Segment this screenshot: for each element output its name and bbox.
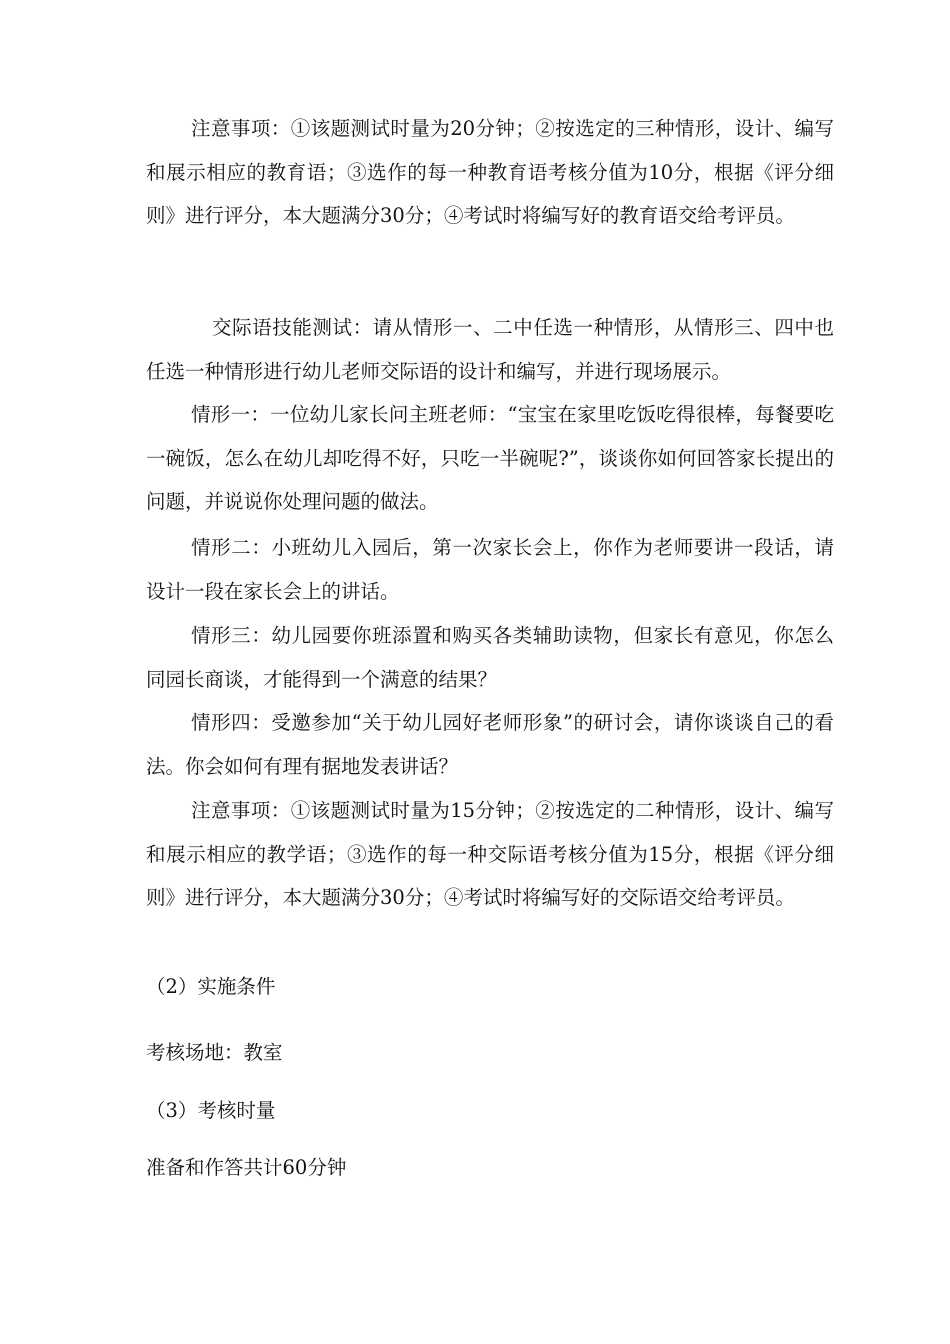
- case-1-paragraph: 情形一：一位幼儿家长问主班老师：“宝宝在家里吃饭吃得很棒，每餐要吃一碗饭，怎么在幼儿却吃得不好，只吃一半碗呢?”，谈谈你如何回答家长提出的问题，并说说你处理问题的做法。: [146, 403, 834, 513]
- notice-paragraph-1: 注意事项：①该题测试时量为20分钟；②按选定的三种情形，设计、编写和展示相应的教育语；③选作的每一种教育语考核分值为10分，根据《评分细则》进行评分，本大题满分30分；④考试时将编写好的教育语交给考评员。: [146, 117, 834, 227]
- time-heading: （3）考核时量: [146, 1099, 276, 1122]
- time-text: 准备和作答共计60分钟: [146, 1156, 347, 1179]
- case-4-paragraph: 情形四：受邀参加“关于幼儿园好老师形象”的研讨会，请你谈谈自己的看法。你会如何有理有据地发表讲话？: [146, 711, 834, 778]
- case-3-paragraph: 情形三：幼儿园要你班添置和购买各类辅助读物，但家长有意见，你怎么同园长商谈，才能得到一个满意的结果？: [146, 624, 834, 691]
- case-2-paragraph: 情形二：小班幼儿入园后，第一次家长会上，你作为老师要讲一段话，请设计一段在家长会上的讲话。: [146, 536, 834, 603]
- notice-paragraph-2: 注意事项：①该题测试时量为15分钟；②按选定的二种情形，设计、编写和展示相应的教学语；③选作的每一种交际语考核分值为15分，根据《评分细则》进行评分，本大题满分30分；④考试时将编写好的交际语交给考评员。: [146, 799, 834, 909]
- intro-paragraph: 交际语技能测试：请从情形一、二中任选一种情形，从情形三、四中也任选一种情形进行幼儿老师交际语的设计和编写，并进行现场展示。: [146, 316, 834, 383]
- conditions-text: 考核场地：教室: [146, 1041, 283, 1064]
- conditions-heading: （2）实施条件: [146, 975, 276, 998]
